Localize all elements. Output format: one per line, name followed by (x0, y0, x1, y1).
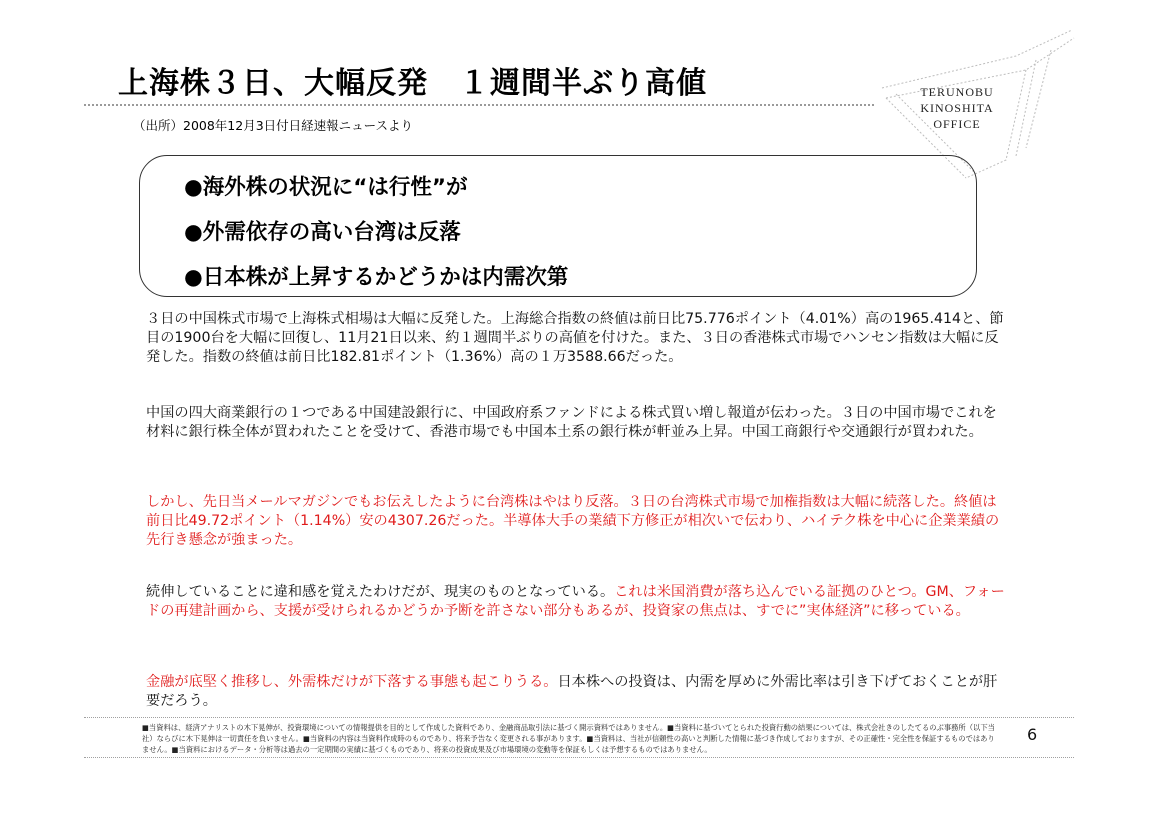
paragraph-us-consumption-red: これは米国消費が落ち込んでいる証拠のひとつ。GM、フォードの再建計画から、支援が受けられるかどうか予断を許さない部分もあるが、投資家の焦点は、すでに”実体経済”に移っている。 (146, 584, 1005, 619)
title-divider (84, 104, 874, 106)
logo-line-2: KINOSHITA (920, 101, 994, 115)
paragraph-shanghai: ３日の中国株式市場で上海株式相場は大幅に反発した。上海総合指数の終値は前日比75.776ポイント（4.01%）高の1965.414と、節目の1900台を大幅に回復し、11月21日以来、約１週間半ぶりの高値を付けた。また、３日の香港株式市場でハンセン指数は大幅に反発した。指数の終値は前日比182.81ポイント（1.36%）高の１万3588.66だった。 (146, 311, 1004, 365)
logo-line-3: OFFICE (933, 117, 981, 131)
footer-divider-top (84, 717, 1074, 718)
page-number: 6 (1027, 725, 1038, 744)
paragraph-japan-stocks-black: 日本株への投資は、内需を厚めに外需比率は引き下げておくことが肝要だろう。 (146, 674, 998, 709)
page-title: 上海株３日、大幅反発 １週間半ぶり高値 (118, 66, 707, 101)
key-point-3: ●日本株が上昇するかどうかは内需次第 (184, 265, 569, 290)
paragraph-japan-stocks (146, 673, 1006, 711)
paragraph-taiwan: しかし、先日当メールマガジンでもお伝えしたように台湾株はやはり反落。３日の台湾株式市場で加権指数は大幅に続落した。終値は前日比49.72ポイント（1.14%）安の4307.26だった。半導体大手の業績下方修正が相次いで伝わり、ハイテク株を中心に企業業績の先行き懸念が強まった。 (146, 494, 1000, 548)
logo-line-1: TERUNOBU (920, 85, 994, 99)
paragraph-us-consumption-black: 続伸していることに違和感を覚えたわけだが、現実のものとなっている。 (146, 584, 615, 600)
key-point-1: ●海外株の状況に“は行性”が (184, 175, 468, 200)
key-point-2: ●外需依存の高い台湾は反落 (184, 220, 461, 245)
footer-divider-bottom (84, 757, 1074, 758)
office-logo-text (912, 84, 1002, 132)
paragraph-japan-stocks-red: 金融が底堅く推移し、外需株だけが下落する事態も起こりうる。 (146, 674, 558, 690)
source-note: （出所）2008年12月3日付日経速報ニュースより (133, 118, 414, 133)
paragraph-us-consumption (146, 583, 1006, 621)
disclaimer: ■当資料は、経済アナリストの木下晃伸が、投資環境についての情報提供を目的として作成した資料であり、金融商品取引法に基づく開示資料ではありません。■当資料に基づいてとられた投資行動の結果については、株式会社きのしたてるのぶ事務所（以下当社）ならびに木下晃伸は一切責任を負いません。■当資料の内容は当資料作成時のものであり、将来予告なく変更される事があります。■当資料は、当社が信頼性の高いと判断した情報に基づき作成しておりますが、その正確性・完全性を保証するものではありません。■当資料におけるデータ・分析等は過去の一定期間の実績に基づくものであり、将来の投資成果及び市場環境の変動等を保証もしくは予想するものではありません。 (142, 723, 995, 754)
paragraph-banks: 中国の四大商業銀行の１つである中国建設銀行に、中国政府系ファンドによる株式買い増し報道が伝わった。３日の中国市場でこれを材料に銀行株全体が買われたことを受けて、香港市場でも中国本土系の銀行株が軒並み上昇。中国工商銀行や交通銀行が買われた。 (146, 405, 997, 440)
